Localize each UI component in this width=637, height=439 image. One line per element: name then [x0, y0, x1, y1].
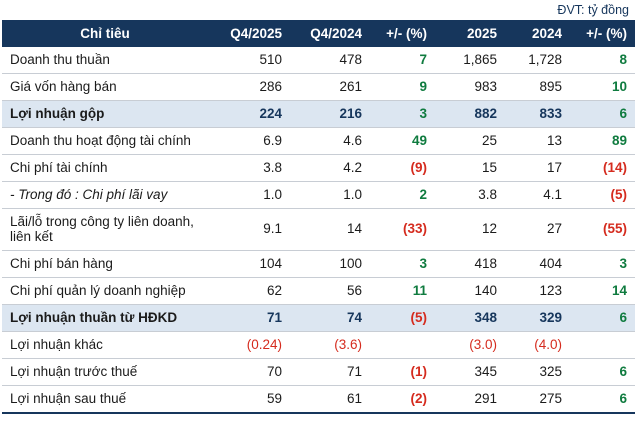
row-label: Chi phí bán hàng [2, 251, 210, 278]
row-label: Giá vốn hàng bán [2, 73, 210, 100]
cell-q-current: 104 [210, 251, 290, 278]
cell-y-current: 25 [435, 127, 505, 154]
table-row [2, 359, 635, 386]
cell-y-current: 348 [435, 305, 505, 332]
cell-y-change: 6 [570, 305, 635, 332]
table-row [2, 73, 635, 100]
cell-q-previous: 4.2 [290, 154, 370, 181]
cell-y-change: 6 [570, 359, 635, 386]
cell-y-change [570, 332, 635, 359]
cell-q-previous: 1.0 [290, 181, 370, 208]
table-row [2, 251, 635, 278]
table-row [2, 385, 635, 412]
row-label: Chi phí quản lý doanh nghiệp [2, 278, 210, 305]
cell-y-change: (5) [570, 181, 635, 208]
cell-y-previous: 404 [505, 251, 570, 278]
table-row [2, 208, 635, 251]
cell-y-previous: 1,728 [505, 47, 570, 73]
cell-q-previous: 74 [290, 305, 370, 332]
cell-y-change: 6 [570, 100, 635, 127]
table-row [2, 100, 635, 127]
cell-q-current: 70 [210, 359, 290, 386]
cell-q-previous: 261 [290, 73, 370, 100]
cell-y-previous: 27 [505, 208, 570, 251]
row-label: - Trong đó : Chi phí lãi vay [2, 181, 210, 208]
cell-y-change: 8 [570, 47, 635, 73]
table-row [2, 47, 635, 73]
cell-y-current: 1,865 [435, 47, 505, 73]
cell-y-current: 345 [435, 359, 505, 386]
cell-q-previous: 56 [290, 278, 370, 305]
row-label: Lợi nhuận khác [2, 332, 210, 359]
cell-q-current: (0.24) [210, 332, 290, 359]
financial-results-table [2, 20, 635, 414]
row-label: Chi phí tài chính [2, 154, 210, 181]
table-row [2, 278, 635, 305]
cell-y-previous: 275 [505, 385, 570, 412]
table-row [2, 332, 635, 359]
column-header-y-change: +/- (%) [570, 20, 635, 47]
cell-q-current: 59 [210, 385, 290, 412]
row-label: Doanh thu thuần [2, 47, 210, 73]
cell-y-previous: 4.1 [505, 181, 570, 208]
cell-q-current: 1.0 [210, 181, 290, 208]
cell-q-change: (5) [370, 305, 435, 332]
cell-y-change: 6 [570, 385, 635, 412]
cell-q-previous: 14 [290, 208, 370, 251]
cell-y-current: 983 [435, 73, 505, 100]
cell-q-change: 3 [370, 251, 435, 278]
cell-q-previous: 4.6 [290, 127, 370, 154]
cell-y-current: 3.8 [435, 181, 505, 208]
table-row [2, 181, 635, 208]
cell-y-previous: 329 [505, 305, 570, 332]
row-label: Lợi nhuận gộp [2, 100, 210, 127]
cell-q-change: 49 [370, 127, 435, 154]
cell-y-current: 291 [435, 385, 505, 412]
cell-q-change: 2 [370, 181, 435, 208]
cell-y-previous: 895 [505, 73, 570, 100]
row-label: Lợi nhuận thuần từ HĐKD [2, 305, 210, 332]
cell-q-previous: 61 [290, 385, 370, 412]
row-label: Lợi nhuận trước thuế [2, 359, 210, 386]
cell-y-current: 882 [435, 100, 505, 127]
unit-note: ĐVT: tỷ đồng [557, 3, 629, 17]
cell-q-previous: 71 [290, 359, 370, 386]
cell-q-current: 224 [210, 100, 290, 127]
row-label: Lợi nhuận sau thuế [2, 385, 210, 412]
cell-y-change: (55) [570, 208, 635, 251]
table-row [2, 127, 635, 154]
cell-y-previous: (4.0) [505, 332, 570, 359]
table-row [2, 154, 635, 181]
table-row [2, 305, 635, 332]
cell-y-previous: 17 [505, 154, 570, 181]
cell-q-current: 71 [210, 305, 290, 332]
cell-y-change: 14 [570, 278, 635, 305]
cell-q-change: (2) [370, 385, 435, 412]
cell-q-change: 11 [370, 278, 435, 305]
cell-y-current: 418 [435, 251, 505, 278]
column-header-y-current: 2025 [435, 20, 505, 47]
cell-y-current: 15 [435, 154, 505, 181]
cell-q-previous: 216 [290, 100, 370, 127]
row-label: Doanh thu hoạt động tài chính [2, 127, 210, 154]
column-header-y-previous: 2024 [505, 20, 570, 47]
cell-q-change: 9 [370, 73, 435, 100]
column-header-q-previous: Q4/2024 [290, 20, 370, 47]
cell-q-change: (1) [370, 359, 435, 386]
cell-q-change: 3 [370, 100, 435, 127]
cell-q-previous: 100 [290, 251, 370, 278]
column-header-q-change: +/- (%) [370, 20, 435, 47]
cell-y-current: (3.0) [435, 332, 505, 359]
cell-q-current: 3.8 [210, 154, 290, 181]
cell-y-change: 10 [570, 73, 635, 100]
table-body [2, 47, 635, 413]
column-header-label: Chỉ tiêu [2, 20, 210, 47]
cell-y-change: (14) [570, 154, 635, 181]
cell-q-current: 62 [210, 278, 290, 305]
cell-q-current: 6.9 [210, 127, 290, 154]
cell-q-change [370, 332, 435, 359]
cell-q-previous: 478 [290, 47, 370, 73]
cell-y-change: 89 [570, 127, 635, 154]
cell-q-current: 286 [210, 73, 290, 100]
row-label: Lãi/lỗ trong công ty liên doanh, liên kết [2, 208, 210, 251]
cell-q-change: (9) [370, 154, 435, 181]
cell-y-current: 12 [435, 208, 505, 251]
cell-y-previous: 325 [505, 359, 570, 386]
cell-q-current: 510 [210, 47, 290, 73]
cell-q-current: 9.1 [210, 208, 290, 251]
cell-q-change: 7 [370, 47, 435, 73]
cell-q-previous: (3.6) [290, 332, 370, 359]
cell-y-current: 140 [435, 278, 505, 305]
column-header-q-current: Q4/2025 [210, 20, 290, 47]
cell-y-previous: 13 [505, 127, 570, 154]
cell-y-previous: 123 [505, 278, 570, 305]
cell-y-change: 3 [570, 251, 635, 278]
cell-q-change: (33) [370, 208, 435, 251]
table-header-row [2, 20, 635, 47]
table-header [2, 20, 635, 47]
cell-y-previous: 833 [505, 100, 570, 127]
